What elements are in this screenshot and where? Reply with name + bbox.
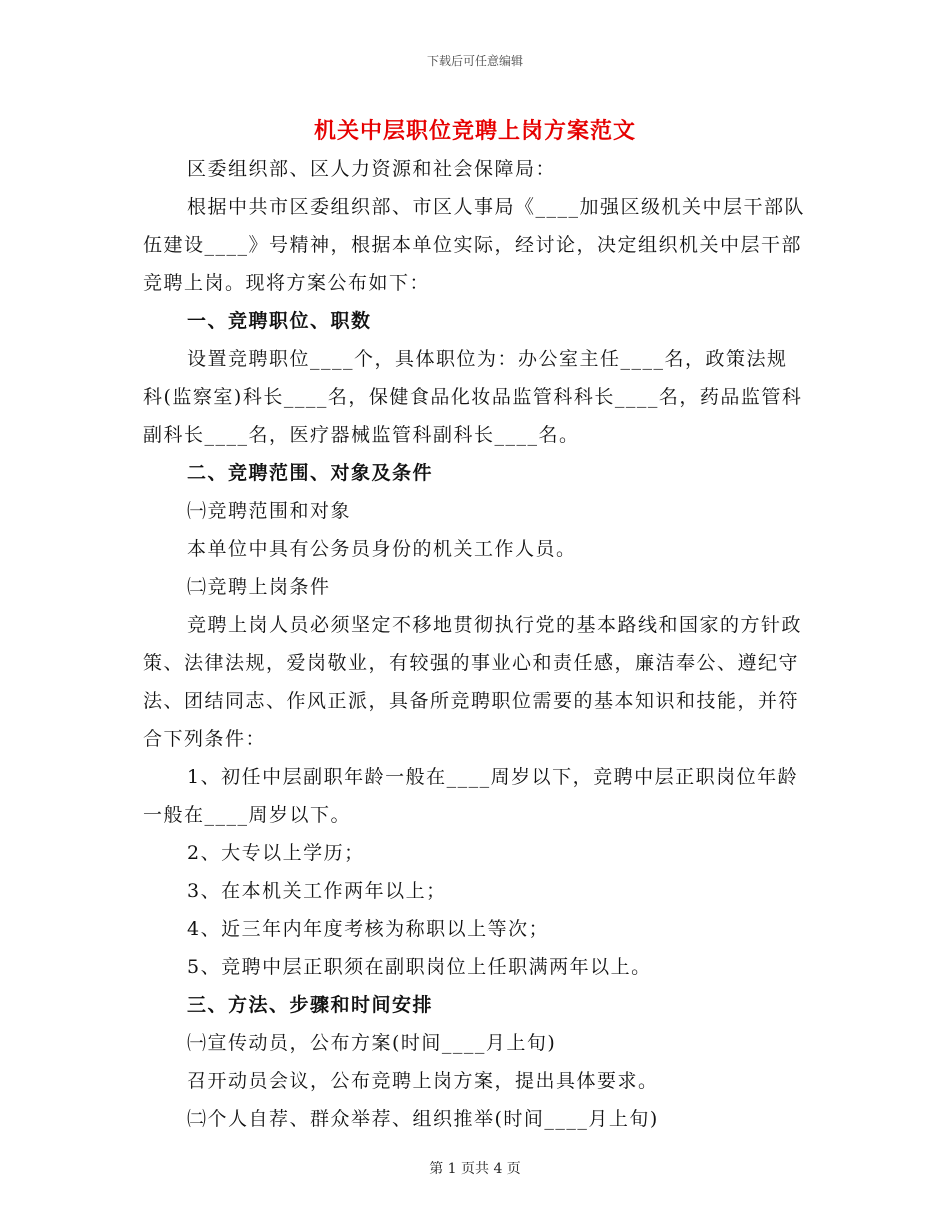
step-paragraph-1: 召开动员会议，公布竞聘上岗方案，提出具体要求。 [187,1070,659,1092]
section-heading-1: 一、竞聘职位、职数 [187,310,372,332]
subheading-scope: ㈠竞聘范围和对象 [187,500,352,522]
salutation: 区委组织部、区人力资源和社会保障局： [187,158,557,180]
subheading-conditions: ㈡竞聘上岗条件 [187,576,331,598]
condition-item-5: 5、竞聘中层正职须在副职岗位上任职满两年以上。 [187,956,652,978]
positions-paragraph: 设置竞聘职位____个，具体职位为：办公室主任____名，政策法规科(监察室)科长____名，保健食品化妆品监管科科长____名，药品监管科副科长____名，医疗器械监管科副科长____名。 [143,348,803,446]
header-note: 下载后可任意编辑 [426,54,523,68]
intro-paragraph: 根据中共市区委组织部、市区人事局《____加强区级机关中层干部队伍建设____》号精神，根据本单位实际，经讨论，决定组织机关中层干部竞聘上岗。现将方案公布如下： [143,196,806,294]
page-footer: 第 1 页共 4 页 [429,1161,521,1177]
scope-paragraph: 本单位中具有公务员身份的机关工作人员。 [187,538,577,560]
condition-item-1: 1、初任中层副职年龄一般在____周岁以下，竞聘中层正职岗位年龄一般在____周岁以下。 [143,766,799,826]
document-body [143,150,805,1138]
conditions-paragraph: 竞聘上岗人员必须坚定不移地贯彻执行党的基本路线和国家的方针政策、法律法规，爱岗敬业，有较强的事业心和责任感，廉洁奉公、遵纪守法、团结同志、作风正派，具备所竞聘职位需要的基本知识和技能，并符合下列条件： [143,614,803,750]
condition-item-3: 3、在本机关工作两年以上； [187,880,447,902]
condition-item-4: 4、近三年内年度考核为称职以上等次； [187,918,550,940]
document-title: 机关中层职位竞聘上岗方案范文 [313,118,636,144]
section-heading-2: 二、竞聘范围、对象及条件 [187,462,434,484]
condition-item-2: 2、大专以上学历； [187,842,365,864]
section-heading-3: 三、方法、步骤和时间安排 [187,994,434,1016]
step-heading-2: ㈡个人自荐、群众举荐、组织推举(时间____月上旬) [187,1108,659,1130]
step-heading-1: ㈠宣传动员，公布方案(时间____月上旬) [187,1032,557,1054]
